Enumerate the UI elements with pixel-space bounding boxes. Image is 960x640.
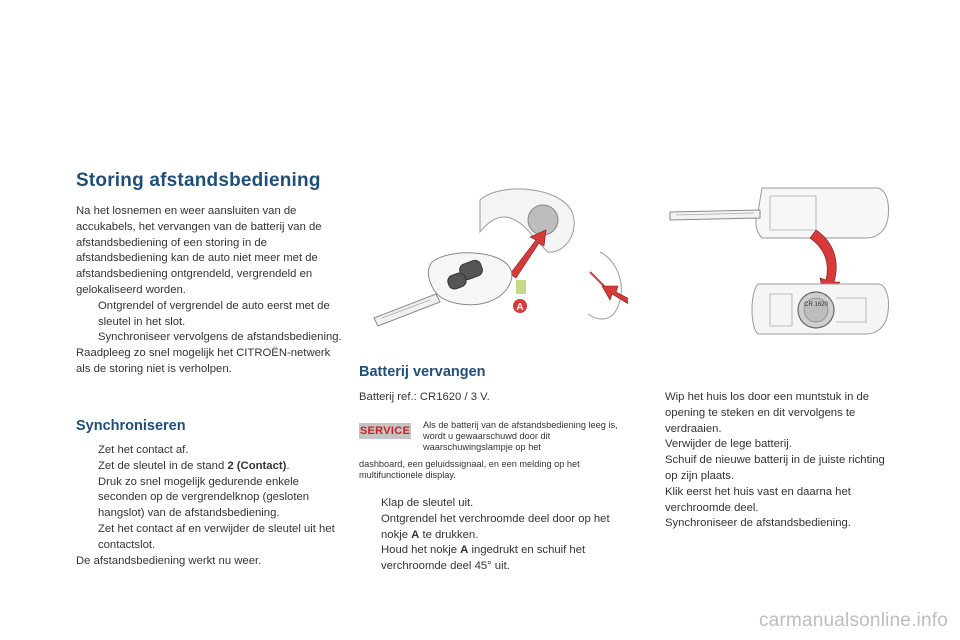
intro-section: [76, 204, 342, 378]
battery-illustration: [666, 182, 890, 344]
sync-bullet: Zet het contact af en verwijder de sleutel uit het contactslot.: [98, 522, 335, 551]
intro-bullet: Ontgrendel of vergrendel de auto eerst met de sleutel in het slot.: [98, 299, 330, 328]
battery-step: Klik eerst het huis vast en daarna het verchroomde deel.: [665, 485, 851, 514]
sync-heading: Synchroniseren: [76, 418, 186, 434]
sync-section: [76, 443, 342, 569]
battery-steps-right: [643, 390, 893, 532]
label-a: A: [516, 302, 524, 313]
battery-step: Synchroniseer de afstandsbediening.: [665, 517, 851, 530]
sync-bullet: Druk zo snel mogelijk gedurende enkele seconden op de vergrendelknop (gesloten hangslot) van de afstandsbediening.: [98, 475, 310, 520]
page-title: Storing afstandsbediening: [76, 170, 321, 191]
battery-note-tail: dashboard, een geluidssignaal, en een melding op het multifunctionele display.: [359, 459, 580, 480]
battery-step: Verwijder de lege batterij.: [665, 438, 792, 451]
service-warning-icon: SERVICE: [359, 425, 411, 437]
battery-note-lead: Als de batterij van de afstandsbediening leeg is, wordt u gewaarschuwd door dit waarschuwingslampje op het: [423, 420, 618, 452]
battery-step: Wip het huis los door een muntstuk in de opening te steken en dit vervolgens te verdraaien.: [665, 391, 870, 435]
battery-chip-label: CR 1620: [804, 302, 828, 308]
battery-step: Schuif de nieuwe batterij in de juiste richting op zijn plaats.: [665, 454, 885, 482]
sync-closing: De afstandsbediening werkt nu weer.: [76, 554, 262, 567]
intro-bullet: Synchroniseer vervolgens de afstandsbediening.: [98, 331, 342, 344]
battery-ref: Batterij ref.: CR1620 / 3 V.: [359, 391, 490, 403]
footer-watermark: carmanualsonline.info: [758, 610, 948, 631]
sync-bullet: Zet de sleutel in de stand 2 (Contact).: [98, 459, 290, 472]
intro-closing: Raadpleeg zo snel mogelijk het CITROËN-netwerk als de storing niet is verholpen.: [76, 347, 331, 375]
battery-step: Klap de sleutel uit.: [381, 497, 474, 509]
battery-step: Houd het nokje A ingedrukt en schuif het verchroomde deel 45° uit.: [381, 544, 586, 573]
battery-steps-left: [359, 496, 629, 575]
key-opening-illustration: [360, 182, 628, 344]
battery-heading: Batterij vervangen: [359, 364, 486, 380]
intro-paragraph: Na het losnemen en weer aansluiten van de accukabels, het vervangen van de batterij van de afstandsbediening of een storing in de afstandsbediening kan de auto niet meer met de afstandsbediening ontgrendeld, vergrendeld en gelokaliseerd worden.: [76, 205, 322, 296]
sync-bullet: Zet het contact af.: [98, 444, 189, 456]
battery-step: Ontgrendel het verchroomde deel door op het nokje A te drukken.: [381, 512, 610, 541]
